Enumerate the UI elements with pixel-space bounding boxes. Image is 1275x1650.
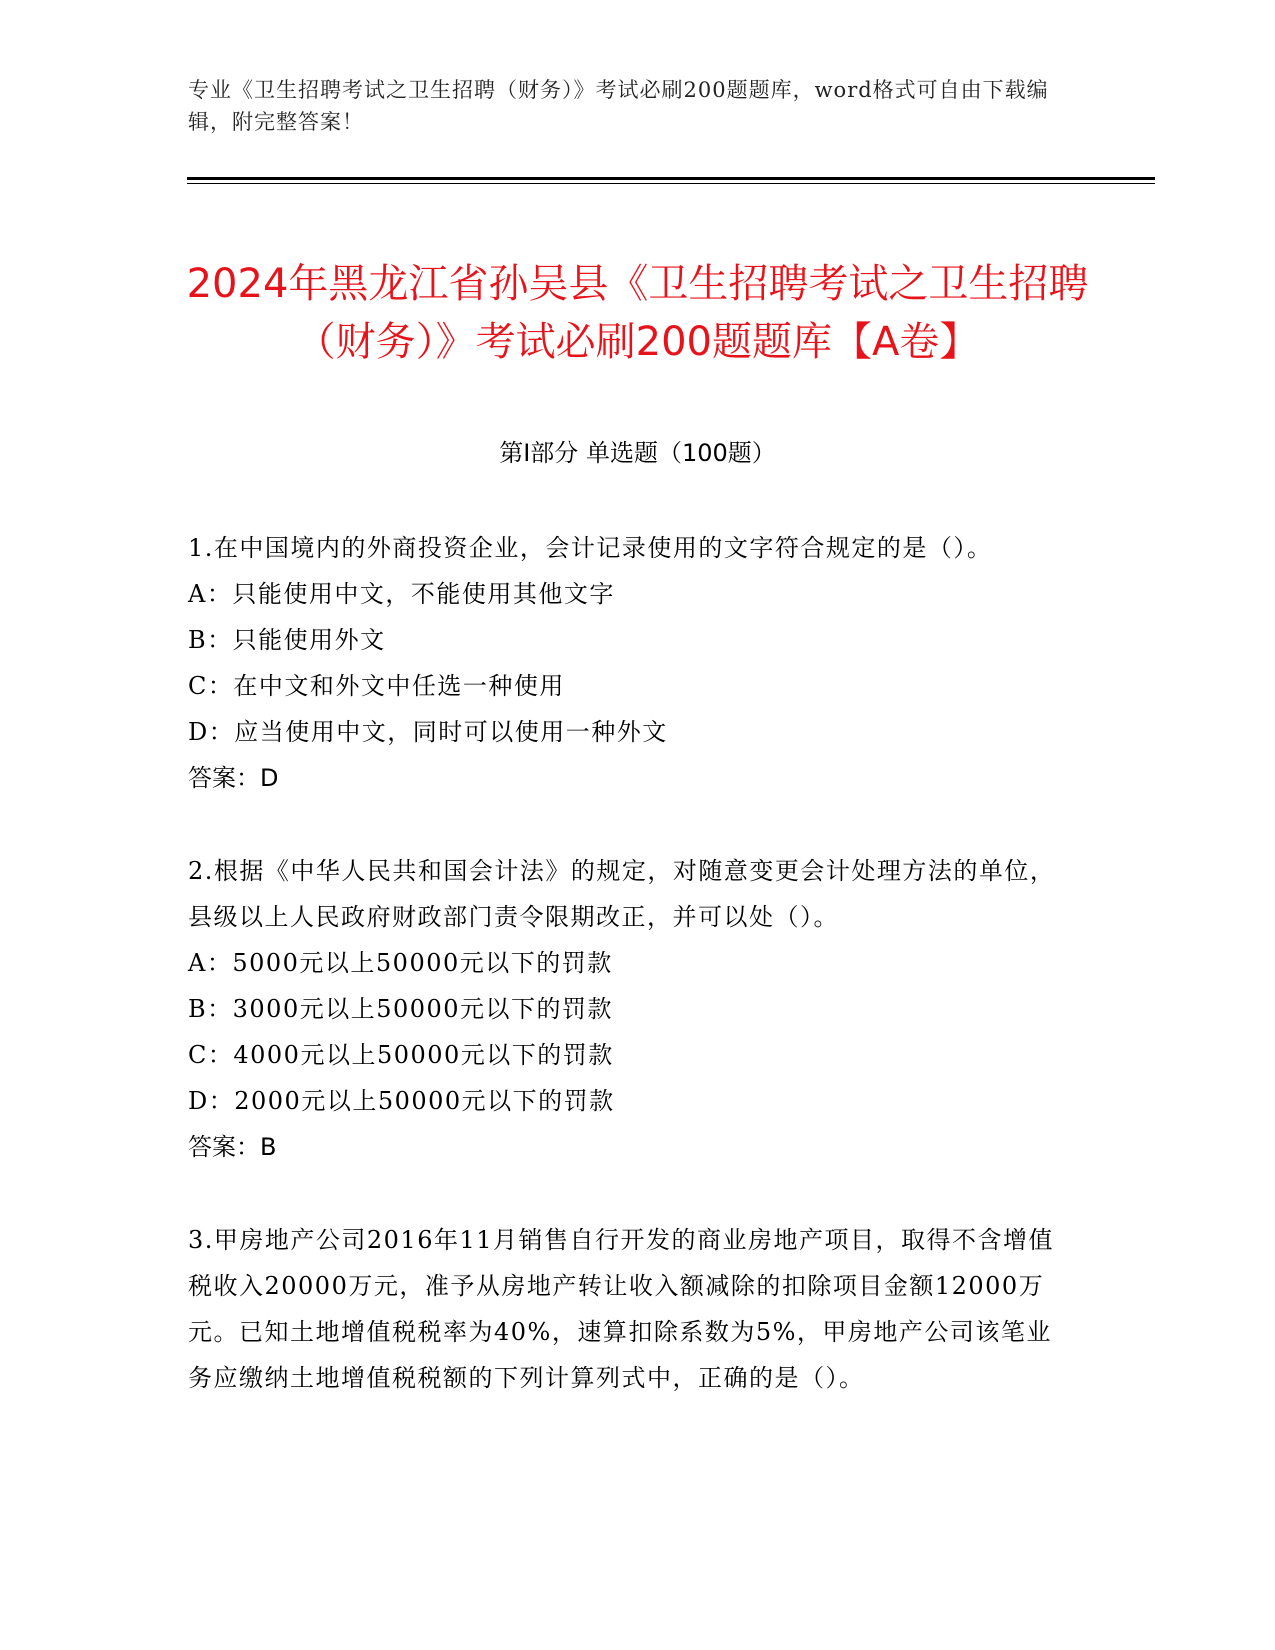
- option-d: D：2000元以上50000元以下的罚款: [188, 1087, 615, 1115]
- option-c: C：在中文和外文中任选一种使用: [188, 672, 565, 700]
- question-3: [188, 1217, 1068, 1401]
- answer: 答案：D: [188, 764, 279, 792]
- section-heading: 第I部分 单选题（100题）: [499, 439, 776, 467]
- option-b: B：只能使用外文: [188, 626, 386, 654]
- document-title: 2024年黑龙江省孙吴县《卫生招聘考试之卫生招聘（财务）》考试必刷200题题库【A卷】: [186, 260, 1089, 365]
- header-divider-thin: [187, 183, 1155, 184]
- question-1: [188, 525, 1068, 801]
- option-c: C：4000元以上50000元以下的罚款: [188, 1041, 614, 1069]
- answer: 答案：B: [188, 1133, 277, 1161]
- question-2: [188, 848, 1068, 1170]
- question-list: [188, 525, 1068, 1448]
- option-b: B：3000元以上50000元以下的罚款: [188, 995, 614, 1023]
- option-a: A：5000元以上50000元以下的罚款: [188, 949, 613, 977]
- header-note: 专业《卫生招聘考试之卫生招聘（财务）》考试必刷200题题库，word格式可自由下载编辑，附完整答案！: [188, 78, 1049, 134]
- question-text: 3.甲房地产公司2016年11月销售自行开发的商业房地产项目，取得不含增值税收入20000万元，准予从房地产转让收入额减除的扣除项目金额12000万元。已知土地增值税税率为40%，速算扣除系数为5%，甲房地产公司该笔业务应缴纳土地增值税税额的下列计算列式中，正确的是（）。: [188, 1226, 1055, 1392]
- option-d: D：应当使用中文，同时可以使用一种外文: [188, 718, 668, 746]
- question-text: 1.在中国境内的外商投资企业，会计记录使用的文字符合规定的是（）。: [188, 534, 993, 562]
- header-divider-thick: [187, 177, 1155, 180]
- question-text: 2.根据《中华人民共和国会计法》的规定，对随意变更会计处理方法的单位，县级以上人民政府财政部门责令限期改正，并可以处（）。: [188, 857, 1056, 931]
- option-a: A：只能使用中文，不能使用其他文字: [188, 580, 615, 608]
